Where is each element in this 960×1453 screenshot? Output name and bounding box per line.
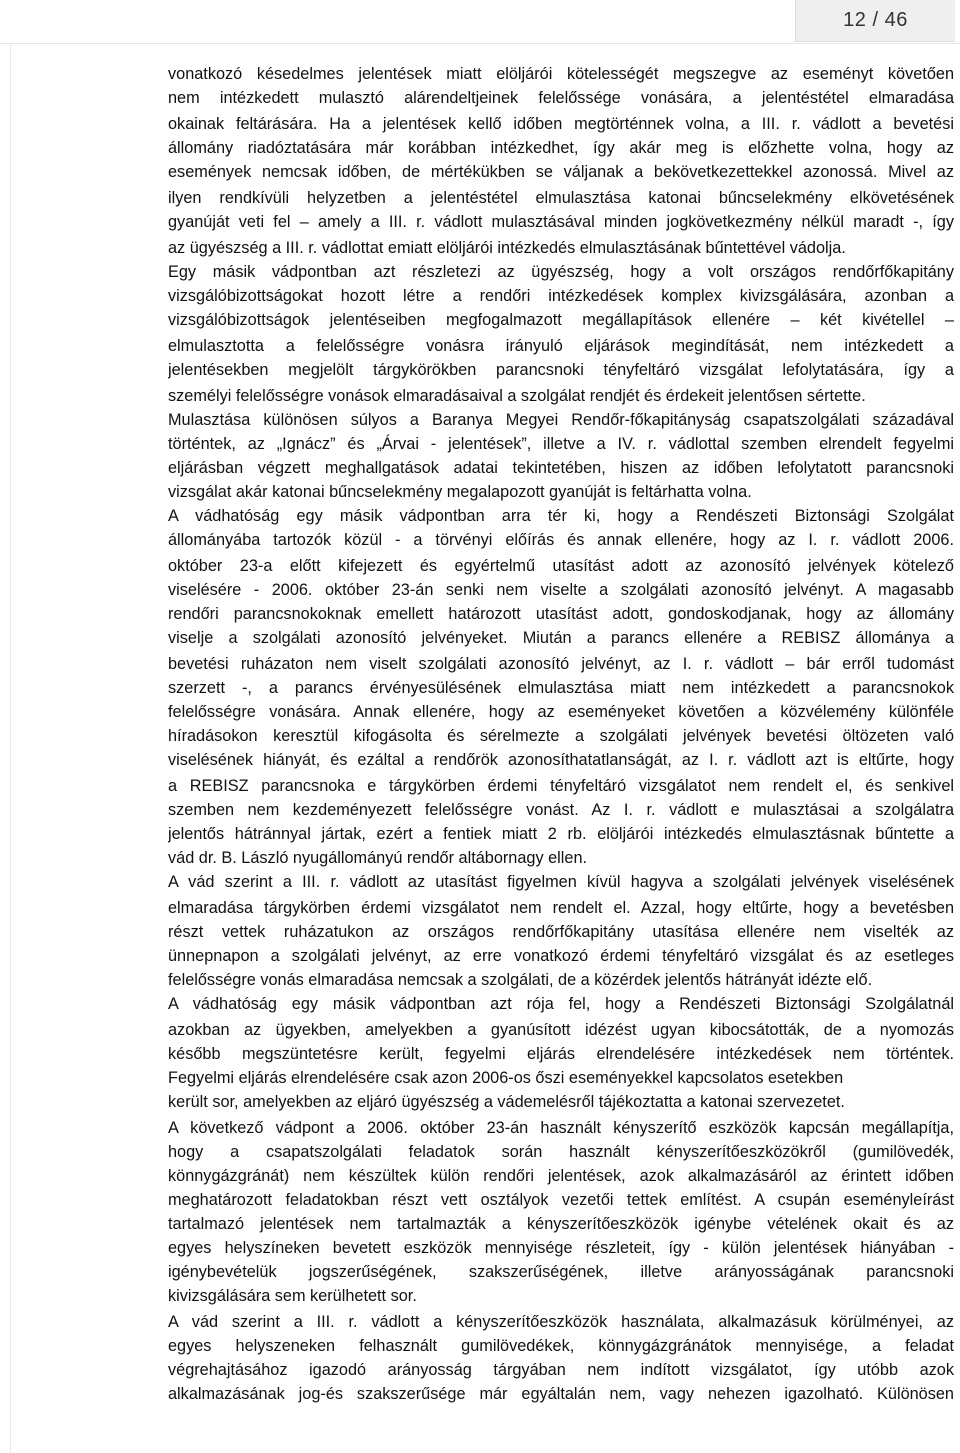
text-line: szemben nem kezdeményezett felelősségre vonást. Az I. r. vádlott e mulasztásai a szolgálatra: [168, 801, 954, 819]
text-line: a REBISZ parancsnoka e tárgykörben érdemi tényfeltáró vizsgálatot nem rendelt el, és senkivel: [168, 777, 954, 795]
text-line: viselje a szolgálati azonosító jelvényeket. Miután a parancs ellenére a REBISZ állománya a: [168, 629, 954, 647]
text-line: ünnepnapon a szolgálati jelvényt, az erre vonatkozó érdemi tényfeltáró vizsgálat és az esetleges: [168, 947, 954, 965]
text-line: vizsgálat akár katonai bűncselekmény megalapozott gyanúját is feltárhatta volna.: [168, 483, 752, 501]
text-line: állományába tartozók közül - a törvényi előírás és annak ellenére, hogy az I. r. vádlott 2006.: [168, 531, 954, 549]
text-line: viselésére - 2006. október 23-án senki nem viselte a szolgálati azonosító jelvényt. A magasabb: [168, 581, 954, 599]
text-line: vonatkozó késedelmes jelentések miatt elöljárói kötelességét megszegve az eseményt követően: [168, 65, 954, 83]
text-line: események nemcsak időben, de mértékükben se váljanak a bekövetkezettekkel azonossá. Mivel az: [168, 163, 954, 181]
text-line: rendőri parancsnokoknak emellett határozott utasítást adott, gondoskodjanak, hogy az állomány: [168, 605, 954, 623]
text-line: felelősségre vonására. Annak ellenére, hogy az eseményeket követően a közvélemény különféle: [168, 703, 954, 721]
text-line: jelentésekben megjelölt tárgykörökben parancsnoki tényfeltáró vizsgálat lefolytatására, így a: [168, 361, 954, 379]
text-line: hogy a csapatszolgálati feladatok során használt kényszerítőeszközökről (gumilövedék,: [168, 1143, 954, 1161]
text-line: állomány riadóztatására már korábban intézkedhet, így akár meg is előzhette volna, hogy az: [168, 139, 954, 157]
text-line: október 23-a előtt kifejezett és egyértelmű utasítást adott az azonosító jelvények kötelező: [168, 557, 954, 575]
text-line: végrehajtásához igazodó arányosság tárgyában nem indított vizsgálatot, így utóbb azok: [168, 1361, 954, 1379]
page-divider: [0, 43, 960, 44]
text-line: viselésének hiányát, és ezáltal a rendőrök azonosíthatatlanságát, az I. r. vádlott azt is eltűrte, hogy: [168, 751, 954, 769]
text-line: meghatározott feladatokban részt vett osztályok vezetői tettek említést. A csupán eseményleírást: [168, 1191, 954, 1209]
text-line: került sor, amelyekben az eljáró ügyészség a vádemelésről tájékoztatta a katonai szervezetet.: [168, 1093, 845, 1111]
text-line: A vád szerint a III. r. vádlott az utasítást figyelmen kívül hagyva a szolgálati jelvények viselésének: [168, 873, 954, 891]
text-line: azokban az ügyekben, amelyekben a gyanúsított idézést ugyan kibocsátották, de a nyomozás: [168, 1021, 954, 1039]
text-line: részt vettek ruházatukon az országos rendőrfőkapitány utasítása ellenére nem viselték az: [168, 923, 954, 941]
text-line: A vádhatóság egy másik vádpontban arra tér ki, hogy a Rendészeti Biztonsági Szolgálat: [168, 507, 954, 525]
text-line: az ügyészség a III. r. vádlottat emiatt elöljárói intézkedés elmulasztásának bűntettével vádolja.: [168, 239, 846, 257]
text-line: ilyen rendkívüli helyzetben a jelentéstétel elmulasztása katonai bűncselekmény elkövetésének: [168, 189, 954, 207]
text-line: szerzett -, a parancs érvényesülésének elmulasztása miatt nem intézkedett a parancsnokok: [168, 679, 954, 697]
page-left-edge: [10, 44, 11, 1453]
text-line: könnygázgránát) nem készültek külön rendőri jelentések, azok alkalmazásáról az érintett időben: [168, 1167, 954, 1185]
text-line: A következő vádpont a 2006. október 23-án használt kényszerítő eszközök kapcsán megállapítja,: [168, 1119, 954, 1137]
text-line: elmulasztotta a felelősségre vonásra irányuló eljárások megindítását, nem intézkedett a: [168, 337, 954, 355]
text-line: eljárásban végzett meghallgatások adatai tekintetében, hiszen az időben lefolytatott parancsnoki: [168, 459, 954, 477]
text-line: elmaradása tárgykörben érdemi vizsgálatot nem rendelt el. Azzal, hogy eltűrte, hogy a bevetésben: [168, 899, 954, 917]
text-line: A vád szerint a III. r. vádlott a kényszerítőeszközök használata, alkalmazásuk körülményei, az: [168, 1313, 954, 1331]
page-counter: 12 / 46: [795, 0, 955, 42]
text-line: gyanúját veti fel – amely a III. r. vádlott mulasztásával minden jogkövetkezmény nélkül maradt -, így: [168, 213, 954, 231]
text-line: vizsgálóbizottságokat hozott létre a rendőri intézkedések komplex kivizsgálására, azonban a: [168, 287, 954, 305]
text-line: vizsgálóbizottságok jelentéseiben megfogalmazott megállapítások ellenére – két kivétellel –: [168, 311, 954, 329]
text-line: személyi felelősségre vonások elmaradásaival a szolgálat rendjét és érdekeit jelentősen sértette.: [168, 387, 866, 405]
text-line: történtek, az „Ignácz” és „Árvai - jelentések”, illetve a IV. r. vádlottal szemben elrendelt fegyelmi: [168, 435, 954, 453]
text-line: vád dr. B. László nyugállományú rendőr altábornagy ellen.: [168, 849, 588, 867]
text-line: egyes helyszíneken bevetett eszközök mennyisége részleteit, így - külön jelentések hiányában -: [168, 1239, 954, 1257]
text-line: A vádhatóság egy másik vádpontban azt rója fel, hogy a Rendészeti Biztonsági Szolgálatnál: [168, 995, 954, 1013]
document-toolbar: [0, 0, 960, 42]
text-line: jelentős hátránnyal jártak, ezért a fentiek miatt 2 rb. elöljárói intézkedés elmulasztásnak bűntette a: [168, 825, 954, 843]
text-line: felelősségre vonás elmaradása nemcsak a szolgálati, de a közérdek jelentős hátrányát idézte elő.: [168, 971, 873, 989]
text-line: Egy másik vádpontban azt részletezi az ügyészség, hogy a volt országos rendőrfőkapitány: [168, 263, 954, 281]
text-line: nem intézkedett mulasztó alárendeltjeinek felelőssége vonására, a jelentéstétel elmaradása: [168, 89, 954, 107]
text-line: bevetési ruházaton nem viselt szolgálati azonosító jelvényt, az I. r. vádlott – bár erről tudomást: [168, 655, 954, 673]
text-line: tartalmazó jelentések nem tartalmazták a kényszerítőeszközök igénybe vételének okait és az: [168, 1215, 954, 1233]
text-line: alkalmazásának jog-és szakszerűsége már egyáltalán nem, vagy nehezen igazolható. Különösen: [168, 1385, 954, 1403]
text-line: okainak feltárására. Ha a jelentések kellő időben megtörténnek volna, a III. r. vádlott a bevetési: [168, 115, 954, 133]
text-line: később megszüntetésre került, fegyelmi eljárás elrendelésére intézkedések nem történtek.: [168, 1045, 954, 1063]
text-line: kivizsgálására sem kerülhetett sor.: [168, 1287, 417, 1305]
text-line: Fegyelmi eljárás elrendelésére csak azon 2006-os őszi eseményekkel kapcsolatos esetekben: [168, 1069, 844, 1087]
text-line: Mulasztása különösen súlyos a Baranya Megyei Rendőr-főkapitányság csapatszolgálati századával: [168, 411, 954, 429]
text-line: igénybevételük jogszerűségének, szakszerűségének, illetve arányosságának parancsnoki: [168, 1263, 954, 1281]
text-line: híradásokon keresztül kifogásolta és sérelmezte a szolgálati jelvények bevetési öltözeten való: [168, 727, 954, 745]
text-line: egyes helyszeneken felhasznált gumilövedékek, könnygázgránátok mennyisége, a feladat: [168, 1337, 954, 1355]
